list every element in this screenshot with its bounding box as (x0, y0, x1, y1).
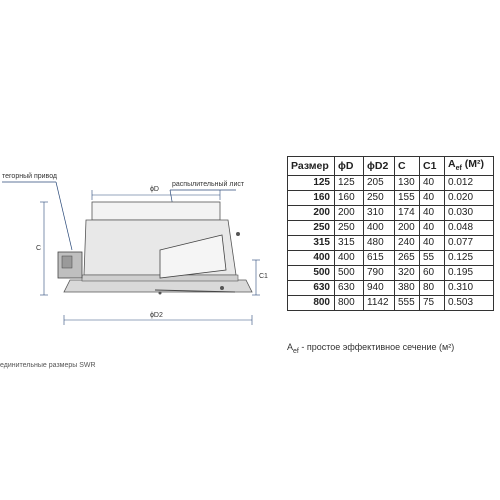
value-cell: 40 (420, 206, 445, 221)
value-cell: 160 (335, 191, 364, 206)
dim-c-label: C (36, 245, 42, 252)
drawing-caption: единительные размеры SWR (0, 362, 96, 369)
value-cell: 40 (420, 236, 445, 251)
size-cell: 125 (288, 176, 335, 191)
table-row (288, 236, 494, 251)
dim-d2-label: ϕD2 (150, 312, 163, 319)
table-header-row (288, 157, 494, 176)
value-cell: 125 (335, 176, 364, 191)
dim-d-label: ϕD (150, 186, 159, 193)
value-cell: 315 (335, 236, 364, 251)
value-cell: 555 (395, 296, 420, 311)
header-d: ϕD (335, 157, 364, 176)
value-cell: 320 (395, 266, 420, 281)
area-note (287, 342, 454, 355)
table-row (288, 176, 494, 191)
header-area-main: A (448, 158, 456, 171)
value-cell: 500 (335, 266, 364, 281)
table-row (288, 251, 494, 266)
value-cell: 0.310 (445, 281, 494, 296)
value-cell: 200 (335, 206, 364, 221)
value-cell: 80 (420, 281, 445, 296)
dim-c1-label: C1 (259, 273, 268, 280)
size-cell: 160 (288, 191, 335, 206)
dimensions-table (287, 156, 494, 311)
header-area-sub: ef (455, 165, 462, 173)
value-cell: 0.077 (445, 236, 494, 251)
value-cell: 265 (395, 251, 420, 266)
value-cell: 0.503 (445, 296, 494, 311)
value-cell: 0.030 (445, 206, 494, 221)
table-row (288, 191, 494, 206)
value-cell: 250 (364, 191, 395, 206)
value-cell: 0.195 (445, 266, 494, 281)
value-cell: 0.012 (445, 176, 494, 191)
value-cell: 40 (420, 191, 445, 206)
value-cell: 130 (395, 176, 420, 191)
technical-drawing (0, 150, 285, 380)
header-area (445, 157, 494, 176)
table-row (288, 206, 494, 221)
value-cell: 480 (364, 236, 395, 251)
value-cell: 800 (335, 296, 364, 311)
header-size: Размер (288, 157, 335, 176)
value-cell: 0.020 (445, 191, 494, 206)
table-row (288, 221, 494, 236)
value-cell: 174 (395, 206, 420, 221)
actuator-label: тегорный привод (2, 173, 58, 180)
table-row (288, 296, 494, 311)
sheet-label: распылительный лист (172, 181, 245, 188)
value-cell: 250 (335, 221, 364, 236)
value-cell: 155 (395, 191, 420, 206)
value-cell: 55 (420, 251, 445, 266)
value-cell: 940 (364, 281, 395, 296)
table-row (288, 281, 494, 296)
value-cell: 0.125 (445, 251, 494, 266)
value-cell: 630 (335, 281, 364, 296)
header-c1: C1 (420, 157, 445, 176)
size-cell: 630 (288, 281, 335, 296)
value-cell: 75 (420, 296, 445, 311)
size-cell: 315 (288, 236, 335, 251)
table-row (288, 266, 494, 281)
header-area-unit: (M²) (461, 158, 484, 171)
size-cell: 200 (288, 206, 335, 221)
size-cell: 500 (288, 266, 335, 281)
header-c: C (395, 157, 420, 176)
note-sub: ef (293, 347, 299, 355)
value-cell: 790 (364, 266, 395, 281)
value-cell: 310 (364, 206, 395, 221)
value-cell: 240 (395, 236, 420, 251)
header-d2: ϕD2 (364, 157, 395, 176)
value-cell: 400 (335, 251, 364, 266)
value-cell: 40 (420, 221, 445, 236)
value-cell: 400 (364, 221, 395, 236)
value-cell: 200 (395, 221, 420, 236)
value-cell: 60 (420, 266, 445, 281)
value-cell: 40 (420, 176, 445, 191)
size-cell: 250 (288, 221, 335, 236)
table-body (288, 176, 494, 311)
note-a: A (287, 342, 294, 352)
note-text: - простое эффективное сечение (м²) (298, 342, 455, 352)
value-cell: 0.048 (445, 221, 494, 236)
size-cell: 400 (288, 251, 335, 266)
value-cell: 205 (364, 176, 395, 191)
value-cell: 615 (364, 251, 395, 266)
size-cell: 800 (288, 296, 335, 311)
value-cell: 380 (395, 281, 420, 296)
value-cell: 1142 (364, 296, 395, 311)
